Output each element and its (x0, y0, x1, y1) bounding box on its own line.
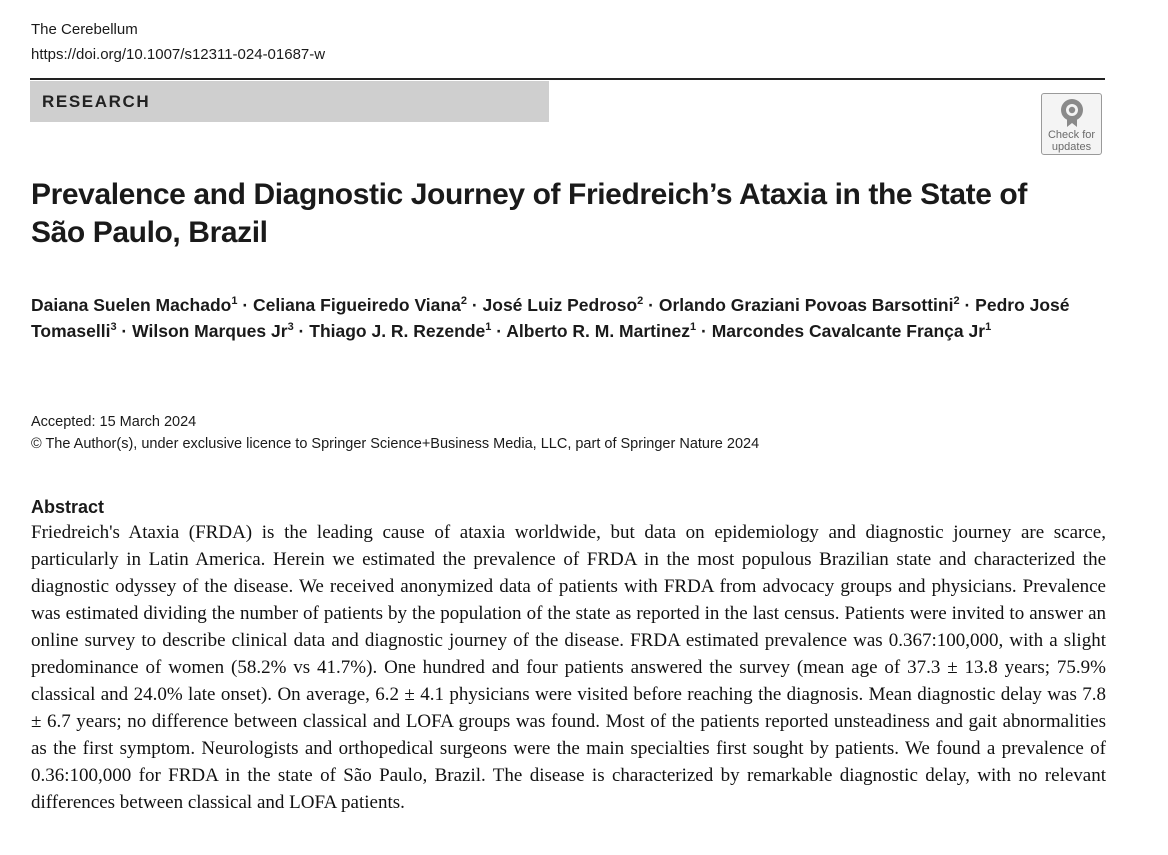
author-affiliation: 1 (690, 321, 697, 333)
author-name[interactable]: Celiana Figueiredo Viana (253, 295, 461, 315)
author-affiliation: 3 (287, 321, 294, 333)
article-type-banner (30, 81, 549, 122)
check-for-updates-line1: Check for (1047, 129, 1096, 141)
check-for-updates-line2: updates (1051, 141, 1092, 153)
check-for-updates-text (1042, 129, 1101, 153)
author-name[interactable]: Orlando Graziani Povoas Barsottini (658, 295, 954, 315)
check-for-updates-button[interactable] (1041, 93, 1102, 155)
author-name[interactable]: Pedro José Tomaselli (31, 295, 1070, 341)
author-name[interactable]: Thiago J. R. Rezende (309, 321, 486, 341)
author-affiliation: 2 (637, 295, 644, 307)
author-list: Daiana Suelen Machado$^1$ · Celiana Figueiredo Viana$^2$ · José Luiz Pedroso$^2$ · Orlando Graziani Povoas Barsottini$^2$ · Pedro José Tomaselli$^3$ · Wilson Marques $Jr^3$ · Thiago J. R. Rezende$^1$ · Alberto R. M. Martinez$^1$ · Marcondes Cavalcante França Jr$^1$ (31, 295, 1070, 341)
accepted-date: Accepted: 15 March 2024 (31, 414, 197, 430)
article-type-label: RESEARCH (42, 92, 151, 111)
header-rule (30, 78, 1105, 80)
author-name[interactable]: Marcondes Cavalcante França Jr (711, 321, 986, 341)
author-affiliation: 2 (460, 295, 467, 307)
author-name[interactable]: Daiana Suelen Machado (31, 295, 232, 315)
author-affiliation: 1 (985, 321, 992, 333)
journal-name: The Cerebellum (31, 21, 138, 38)
author-name[interactable]: Alberto R. M. Martinez (506, 321, 691, 341)
article-title: Prevalence and Diagnostic Journey of Friedreich’s Ataxia in the State of São Paulo, Brazil (31, 178, 1027, 249)
doi-link[interactable]: https://doi.org/10.1007/s12311-024-01687-w (31, 46, 326, 63)
copyright-notice: © The Author(s), under exclusive licence to Springer Science+Business Media, LLC, part of Springer Nature 2024 (31, 436, 760, 452)
author-affiliation: 1 (231, 295, 238, 307)
author-name[interactable]: José Luiz Pedroso (482, 295, 638, 315)
author-affiliation: 1 (485, 321, 492, 333)
check-for-updates-icon (1059, 98, 1085, 128)
author-affiliation: 2 (953, 295, 960, 307)
author-name[interactable]: Wilson Marques Jr (132, 321, 288, 341)
author-affiliation: 3 (110, 321, 117, 333)
abstract-text: Friedreich's Ataxia (FRDA) is the leading cause of ataxia worldwide, but data on epidemiology and diagnostic journey are scarce, particularly in Latin America. Herein we estimated the prevalence of FRDA in the most populous Brazilian state and characterized the diagnostic odyssey of the disease. We received anonymized data of patients with FRDA from advocacy groups and physicians. Prevalence was estimated dividing the number of patients by the population of the state as reported in the last census. Patients were invited to answer an online survey to describe clinical data and diagnostic journey of the disease. FRDA estimated prevalence was 0.367:100,000, with a slight predominance of women (58.2% vs 41.7%). One hundred and four patients answered the survey (mean age of 37.3 ± 13.8 years; 75.9% classical and 24.0% late onset). On average, 6.2 ± 4.1 physicians were visited before reaching the diagnosis. Mean diagnostic delay was 7.8 ± 6.7 years; no difference between classical and LOFA groups was found. Most of the patients reported unsteadiness and gait abnormalities as the first symptom. Neurologists and orthopedical surgeons were the main specialties first sought by patients. We found a prevalence of 0.36:100,000 for FRDA in the state of São Paulo, Brazil. The disease is characterized by remarkable diagnostic delay, with no relevant differences between classical and LOFA patients. (31, 522, 1106, 813)
abstract-heading: Abstract (31, 497, 105, 517)
